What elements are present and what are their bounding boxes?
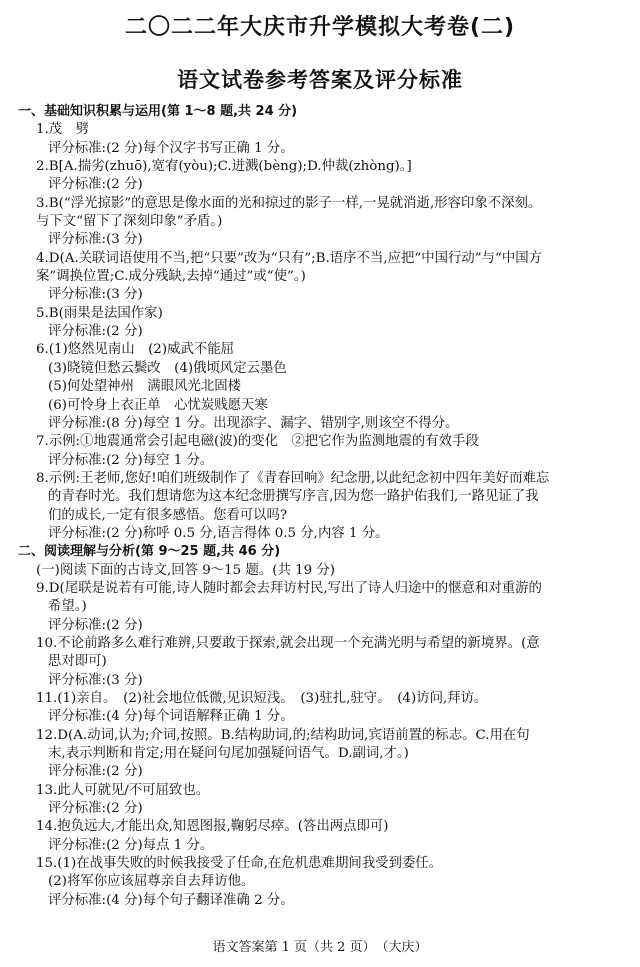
answer-line: 8.示例:王老师,您好!咱们班级制作了《青春回响》纪念册,以此纪念初中四年美好而难忘	[36, 470, 550, 486]
answer-line: 评分标准:(2 分)每个汉字书写正确 1 分。	[48, 140, 294, 156]
answer-line: 10.不论前路多么难行难辨,只要敢于探索,就会出现一个充满光明与希望的新境界。(意	[36, 635, 540, 651]
answer-line: 15.(1)在战事失败的时候我接受了任命,在危机患难期间我受到委任。	[36, 856, 443, 872]
answer-line: 思对即可)	[48, 654, 107, 670]
answer-line: 评分标准:(2 分)每空 1 分。	[48, 452, 214, 468]
answer-line: 3.B(“浮光掠影”的意思是像水面的光和掠过的影子一样,一晃就消逝,形容印象不深刻。	[36, 195, 542, 211]
answer-line: 5.B(雨果是法国作家)	[36, 305, 163, 321]
answer-line: 们的成长,一定有很多感悟。您看可以吗?	[48, 507, 288, 523]
answer-line: (一)阅读下面的古诗文,回答 9～15 题。(共 19 分)	[36, 562, 336, 578]
answer-content	[18, 103, 630, 910]
answer-line: 11.(1)亲自。 (2)社会地位低微,见识短浅。 (3)驻扎,驻守。 (4)访问,拜访。	[36, 691, 488, 706]
answer-line: 14.抱负远大,才能出众,知恩图报,鞠躬尽瘁。(答出两点即可)	[36, 819, 389, 835]
answer-line: 评分标准:(4 分)每个句子翻译准确 2 分。	[48, 892, 294, 908]
answer-line: (3)晓镜但愁云鬓改 (4)俄顷风定云墨色	[48, 360, 287, 376]
answer-line: 评分标准:(2 分)	[48, 764, 143, 780]
answer-line: 评分标准:(2 分)	[48, 324, 143, 340]
answer-line: 评分标准:(8 分)每空 1 分。出现添字、漏字、错别字,则该空不得分。	[48, 415, 459, 431]
answer-line: 7.示例:①地震通常会引起电磁(波)的变化 ②把它作为监测地震的有效手段	[36, 434, 479, 450]
answer-line: 评分标准:(2 分)每点 1 分。	[48, 837, 214, 853]
answer-line: 评分标准:(3 分)	[48, 287, 143, 303]
exam-title: 二〇二二年大庆市升学模拟大考卷(二)	[124, 15, 516, 40]
answer-line: 评分标准:(3 分)	[48, 232, 143, 248]
answer-line: 4.D(A.关联词语使用不当,把“只要”改为“只有”;B.语序不当,应把“中国行动”与“中国方	[36, 250, 543, 266]
answer-line: 评分标准:(3 分)	[48, 672, 143, 688]
answer-line: 13.此人可就见/不可屈致也。	[36, 782, 210, 798]
answer-line: 评分标准:(4 分)每个词语解释正确 1 分。	[48, 709, 294, 725]
answer-line: 希望。)	[48, 599, 87, 615]
answer-line: 评分标准:(2 分)	[48, 177, 143, 193]
answer-line: 评分标准:(2 分)	[48, 801, 143, 817]
answer-line: 的青春时光。我们想请您为这本纪念册撰写序言,因为您一路护佑我们,一路见证了我	[48, 489, 539, 505]
answer-line: 9.D(尾联是说若有可能,诗人随时都会去拜访村民,写出了诗人归途中的惬意和对重游的	[36, 580, 542, 596]
page-footer: 语文答案第 1 页（共 2 页） （大庆）	[212, 940, 428, 955]
answer-line: 评分标准:(2 分)	[48, 617, 143, 633]
answer-line: 评分标准:(2 分)称呼 0.5 分,语言得体 0.5 分,内容 1 分。	[48, 525, 389, 541]
answer-line: (2)将军你应该屈尊亲自去拜访他。	[48, 874, 255, 890]
answer-line: (5)何处望神州 满眼风光北固楼	[48, 379, 242, 395]
answer-line: 案”调换位置;C.成分残缺,去掉“通过”或“使”。)	[36, 269, 306, 285]
answer-line: 末,表示判断和肯定;用在疑问句尾加强疑问语气。D.副词,才。)	[48, 746, 409, 762]
answer-line: 1.茂 劈	[36, 122, 89, 138]
answer-line: 与下文“留下了深刻印象”矛盾。)	[36, 214, 223, 230]
answer-line: (6)可怜身上衣正单 心忧炭贱愿天寒	[48, 397, 268, 413]
section-heading: 一、基础知识积累与运用(第 1～8 题,共 24 分)	[18, 104, 298, 119]
answer-line: 12.D(A.动词,认为;介词,按照。B.结构助词,的;结构助词,宾语前置的标志。C.用在句	[36, 727, 530, 743]
answer-line: 2.B[A.揣劣(zhuō),宽宥(yòu);C.迸溅(bèng);D.仲裁(zhòng)。]	[36, 159, 412, 175]
answer-key-subtitle: 语文试卷参考答案及评分标准	[177, 68, 463, 92]
answer-line: 6.(1)悠然见南山 (2)威武不能屈	[36, 342, 235, 358]
section-heading: 二、阅读理解与分析(第 9～25 题,共 46 分)	[18, 544, 281, 560]
